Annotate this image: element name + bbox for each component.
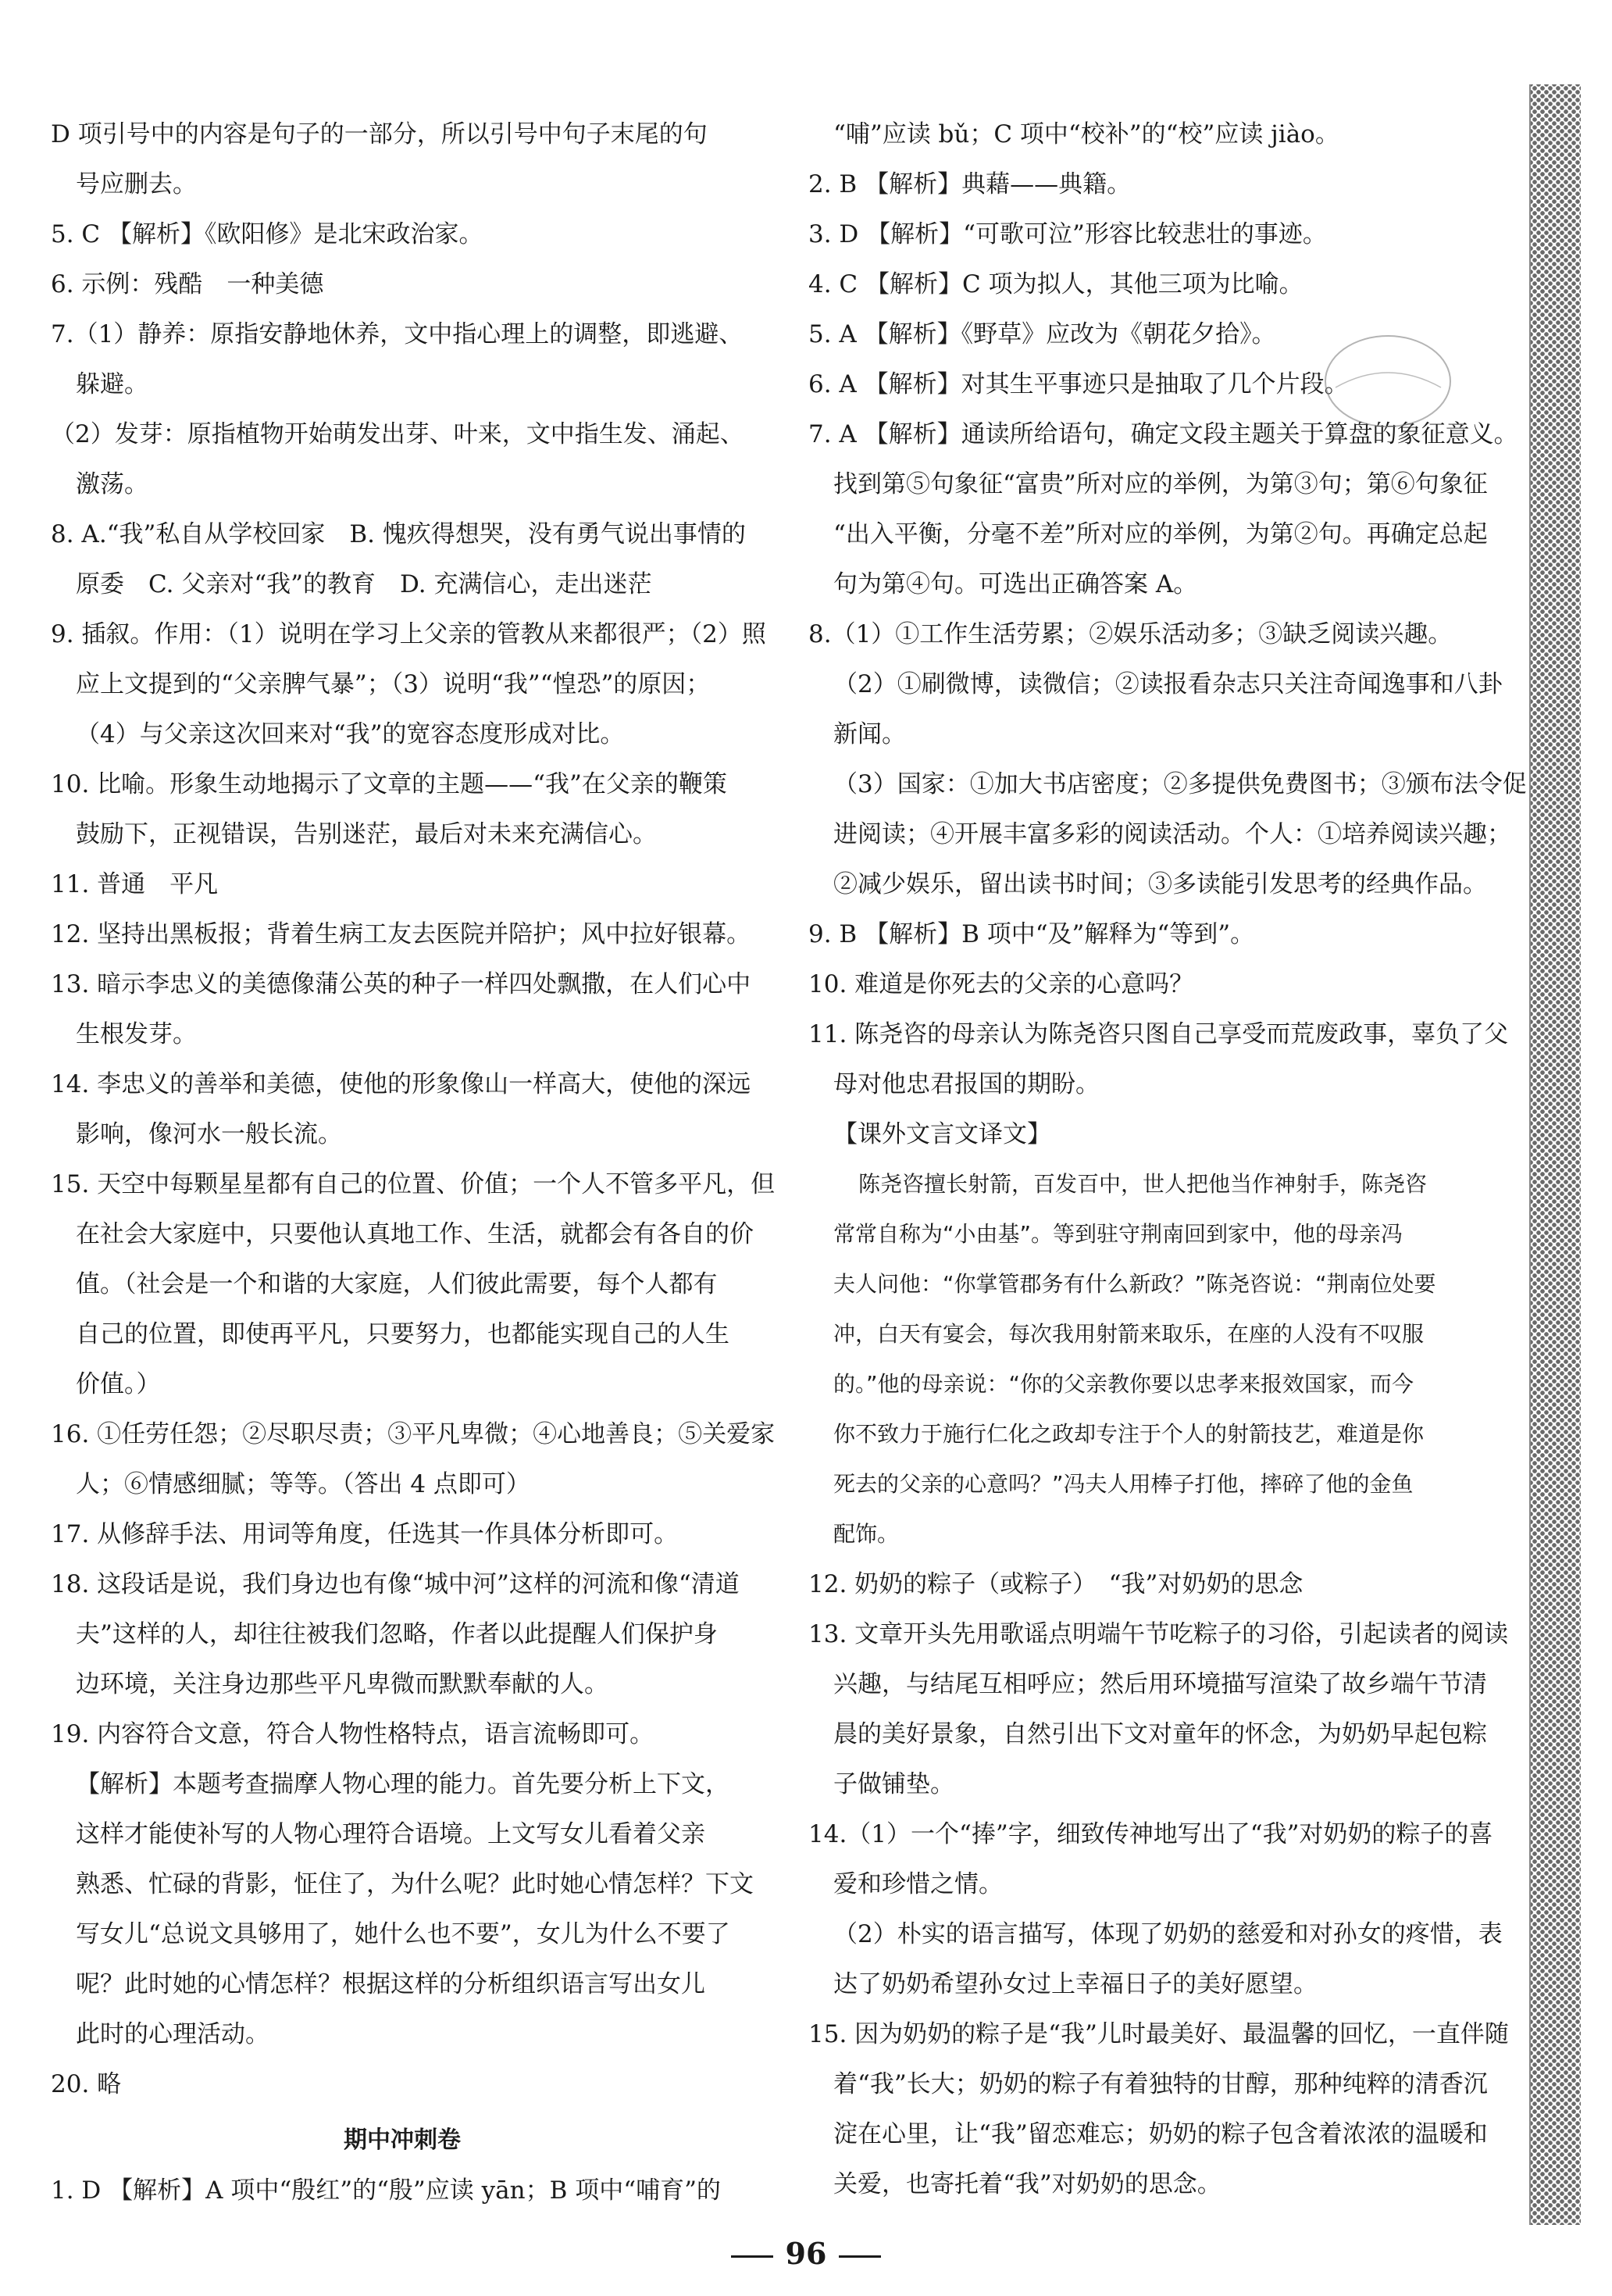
answer-line: 进阅读；④开展丰富多彩的阅读活动。个人：①培养阅读兴趣； [833,820,1511,848]
page-number-value: 96 [785,2236,827,2271]
translation-block [808,1159,1503,1559]
answer-item [808,1009,1509,1109]
answer-item [51,1759,754,2059]
answer-line: （2）①刷微博，读微信；②读报看杂志只关注奇闻逸事和八卦 [833,670,1503,698]
answer-line: 应上文提到的“父亲脾气暴”；（3）说明“我”“惶恐”的原因； [76,670,711,698]
answer-line: （2）朴实的语言描写，体现了奶奶的慈爱和对孙女的疼惜，表 [833,1920,1503,1948]
answer-line: 11. 陈尧咨的母亲认为陈尧咨只图自己享受而荒废政事，辜负了父 [808,1020,1509,1048]
page-edge-pattern [1529,84,1581,2225]
answer-line: 值。（社会是一个和谐的大家庭，人们彼此需要，每个人都有 [76,1270,718,1298]
answer-item [808,1909,1503,2009]
translation-line: 冲，白天有宴会，每次我用射箭来取乐，在座的人没有不叹服 [833,1321,1425,1347]
answer-item [51,959,754,1059]
answer-line: （4）与父亲这次回来对“我”的宽容态度形成对比。 [76,720,625,748]
answer-line: 达了奶奶希望孙女过上幸福日子的美好愿望。 [833,1970,1318,1998]
answer-line: 6. 示例：残酷 一种美德 [51,270,324,298]
answer-item [51,209,754,259]
answer-item [808,959,1503,1009]
answer-line: D 项引号中的内容是句子的一部分，所以引号中句子末尾的句 [51,120,708,148]
answer-line: 找到第⑤句象征“富贵”所对应的举例，为第③句；第⑥句象征 [833,470,1488,498]
answer-item [808,409,1518,609]
answer-line: 子做铺垫。 [833,1770,954,1798]
answer-line: 鼓励下，正视错误，告别迷茫，最后对未来充满信心。 [76,820,657,848]
answer-line: 14. 李忠义的善举和美德，使他的形象像山一样高大，使他的深远 [51,1070,751,1098]
answer-line: 11. 普通 平凡 [51,870,219,898]
answer-line: 熟悉、忙碌的背影，怔住了，为什么呢？此时她心情怎样？下文 [76,1870,754,1898]
answer-item [51,759,754,859]
answer-line: 8. A.“我”私自从学校回家 B. 愧疚得想哭，没有勇气说出事情的 [51,520,746,548]
answer-line: 生根发芽。 [76,1020,197,1048]
section-title: 期中冲刺卷 [344,2126,461,2154]
answer-line: 母对他忠君报国的期盼。 [833,1070,1100,1098]
answer-item [808,1609,1509,1809]
answer-line: 这样才能使补写的人物心理符合语境。上文写女儿看着父亲 [76,1820,705,1848]
answer-line: 自己的位置，即使再平凡，只要努力，也都能实现自己的人生 [76,1320,729,1348]
answer-line: “出入平衡，分毫不差”所对应的举例，为第②句。再确定总起 [833,520,1488,548]
translation-header: 【课外文言文译文】 [833,1120,1051,1148]
answer-line: 在社会大家庭中，只要他认真地工作、生活，就都会有各自的价 [76,1220,754,1248]
answer-item [51,1059,754,1159]
answer-line: 5. C 【解析】《欧阳修》是北宋政治家。 [51,220,483,248]
answer-line: 人；⑥情感细腻；等等。（答出 4 点即可） [76,1470,530,1498]
answer-line: 18. 这段话是说，我们身边也有像“城中河”这样的河流和像“清道 [51,1570,740,1598]
answer-item [51,109,754,209]
answer-line: 8.（1）①工作生活劳累；②娱乐活动多；③缺乏阅读兴趣。 [808,620,1453,648]
answer-line: 呢？此时她的心情怎样？根据这样的分析组织语言写出女儿 [76,1970,705,1998]
translation-line: 死去的父亲的心意吗？”冯夫人用棒子打他，摔碎了他的金鱼 [833,1471,1414,1497]
answer-line: 爱和珍惜之情。 [833,1870,1003,1898]
answer-line: 12. 奶奶的粽子（或粽子） “我”对奶奶的思念 [808,1570,1304,1598]
answer-line: ②减少娱乐，留出读书时间；③多读能引发思考的经典作品。 [833,870,1487,898]
answer-item [51,2166,754,2216]
answer-line: 13. 暗示李忠义的美德像蒲公英的种子一样四处飘撒，在人们心中 [51,970,751,998]
translation-line: 夫人问他：“你掌管郡务有什么新政？”陈尧咨说：“荆南位处要 [833,1271,1436,1297]
answer-item [51,309,754,409]
answer-item [51,1159,776,1409]
answer-line: 淀在心里，让“我”留恋难忘；奶奶的粽子包含着浓浓的温暖和 [833,2120,1488,2148]
answer-item [51,409,754,509]
answer-line: 价值。） [76,1370,161,1398]
answer-item [808,2009,1509,2209]
answer-line: 9. B 【解析】B 项中“及”解释为“等到”。 [808,920,1255,948]
translation-line: 你不致力于施行仁化之政却专注于个人的射箭技艺，难道是你 [833,1421,1425,1447]
answer-item [51,259,754,309]
answer-line: 20. 略 [51,2070,122,2098]
answer-line: 此时的心理活动。 [76,2020,269,2048]
answer-line: 【解析】本题考查揣摩人物心理的能力。首先要分析上下文， [76,1770,729,1798]
answer-item [808,209,1503,259]
answer-line: 17. 从修辞手法、用词等角度，任选其一作具体分析即可。 [51,1520,679,1548]
answer-line: 1. D 【解析】A 项中“殷红”的“殷”应读 yān；B 项中“哺育”的 [51,2176,721,2205]
answer-line: 写女儿“总说文具够用了，她什么也不要”，女儿为什么不要了 [76,1920,730,1948]
answer-item [808,909,1503,959]
answer-item [51,509,754,609]
answer-line: 2. B 【解析】典藉——典籍。 [808,170,1132,198]
answer-item [51,609,766,759]
translation-line: 陈尧咨擅长射箭，百发百中，世人把他当作神射手，陈尧咨 [858,1171,1428,1197]
answer-item [51,1559,754,1709]
answer-line: 新闻。 [833,720,906,748]
answer-item [51,859,754,909]
answer-line: 句为第④句。可选出正确答案 A。 [833,570,1198,598]
answer-item [808,609,1503,659]
answer-item [808,659,1503,759]
answer-line: 10. 比喻。形象生动地揭示了文章的主题——“我”在父亲的鞭策 [51,770,727,798]
answer-line: 6. A 【解析】对其生平事迹只是抽取了几个片段。 [808,370,1349,398]
answer-line: 5. A 【解析】《野草》应改为《朝花夕拾》。 [808,320,1276,348]
answer-line: 10. 难道是你死去的父亲的心意吗？ [808,970,1194,998]
answer-item [51,1509,754,1559]
answer-line: 15. 因为奶奶的粽子是“我”儿时最美好、最温馨的回忆，一直伴随 [808,2020,1509,2048]
answer-line: 关爱，也寄托着“我”对奶奶的思念。 [833,2170,1221,2198]
answer-line: 7. A 【解析】通读所给语句，确定文段主题关于算盘的象征意义。 [808,420,1518,448]
answer-line: 16. ①任劳任怨；②尽职尽责；③平凡卑微；④心地善良；⑤关爱家 [51,1420,776,1448]
answer-line: 激荡。 [76,470,148,498]
translation-line: 常常自称为“小由基”。等到驻守荆南回到家中，他的母亲冯 [833,1221,1403,1247]
answer-line: “哺”应读 bǔ；C 项中“校补”的“校”应读 jiào。 [833,120,1339,148]
answer-line: 7.（1）静养：原指安静地休养，文中指心理上的调整，即逃避、 [51,320,744,348]
answer-line: 15. 天空中每颗星星都有自己的位置、价值；一个人不管多平凡，但 [51,1170,776,1198]
answer-item [808,1559,1503,1609]
page-number-dash-right [839,2255,881,2258]
answer-line: 12. 坚持出黑板报；背着生病工友去医院并陪护；风中拉好银幕。 [51,920,751,948]
left-column [51,109,776,2216]
answer-line: 3. D 【解析】“可歌可泣”形容比较悲壮的事迹。 [808,220,1327,248]
answer-line: 晨的美好景象，自然引出下文对童年的怀念，为奶奶早起包粽 [833,1720,1487,1748]
answer-line: 号应删去。 [76,170,197,198]
answer-line: 19. 内容符合文意，符合人物性格特点，语言流畅即可。 [51,1720,654,1748]
answer-line: （2）发芽：原指植物开始萌发出芽、叶来，文中指生发、涌起、 [51,420,744,448]
answer-line: 躲避。 [76,370,148,398]
watermark-stamp [1320,327,1457,436]
answer-line: 14.（1）一个“捧”字，细致传神地写出了“我”对奶奶的粽子的喜 [808,1820,1493,1848]
translation-line: 配饰。 [833,1521,900,1547]
answer-item [808,109,1503,159]
answer-line: 原委 C. 父亲对“我”的教育 D. 充满信心，走出迷茫 [76,570,652,598]
page-number-dash-left [731,2255,773,2258]
answer-item [808,159,1503,209]
answer-item [808,1809,1503,1909]
answer-line: （3）国家：①加大书店密度；②多提供免费图书；③颁布法令促 [833,770,1527,798]
answer-item [51,1409,776,1509]
answer-line: 夫”这样的人，却往往被我们忽略，作者以此提醒人们保护身 [76,1620,718,1648]
translation-line: 的。”他的母亲说：“你的父亲教你要以忠孝来报效国家，而今 [833,1371,1414,1397]
answer-item [808,259,1503,309]
answer-line: 着“我”长大；奶奶的粽子有着独特的甘醇，那种纯粹的清香沉 [833,2070,1488,2098]
answer-item [51,2059,754,2109]
answer-line: 边环境，关注身边那些平凡卑微而默默奉献的人。 [76,1670,608,1698]
page-number [0,2236,1612,2271]
answer-line: 4. C 【解析】C 项为拟人，其他三项为比喻。 [808,270,1304,298]
answer-line: 影响，像河水一般长流。 [76,1120,342,1148]
answer-line: 13. 文章开头先用歌谣点明端午节吃粽子的习俗，引起读者的阅读 [808,1620,1509,1648]
answer-item [808,759,1527,909]
answer-item [51,1709,754,1759]
answer-line: 兴趣，与结尾互相呼应；然后用环境描写渲染了故乡端午节清 [833,1670,1487,1698]
answer-item [51,909,754,959]
answer-line: 9. 插叙。作用：（1）说明在学习上父亲的管教从来都很严；（2）照 [51,620,766,648]
